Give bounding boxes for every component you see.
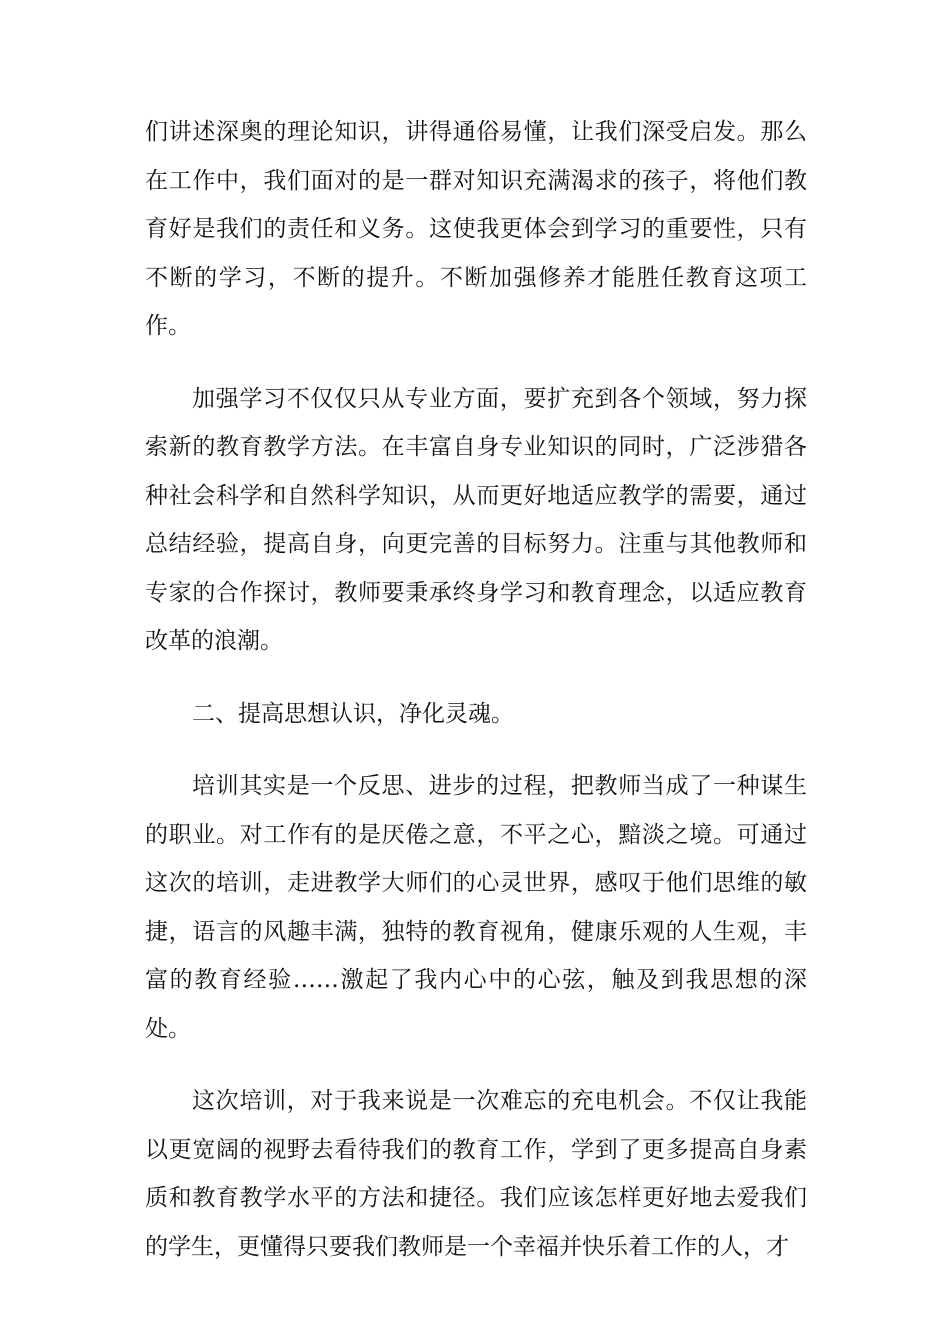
document-page — [145, 108, 807, 1295]
paragraph-learning: 加强学习不仅仅只从专业方面，要扩充到各个领域，努力探索新的教育教学方法。在丰富自身专业知识的同时，广泛涉猎各种社会科学和自然科学知识，从而更好地适应教学的需要，通过总结经验，提高自身，向更完善的目标努力。注重与其他教师和专家的合作探讨，教师要秉承终身学习和教育理念，以适应教育改革的浪潮。 — [145, 385, 807, 654]
paragraph-training: 这次培训，对于我来说是一次难忘的充电机会。不仅让我能以更宽阔的视野去看待我们的教育工作，学到了更多提高自身素质和教育教学水平的方法和捷径。我们应该怎样更好地去爱我们的学生，更懂得只要我们教师是一个幸福并快乐着工作的人，才 — [145, 1088, 807, 1260]
paragraph-continuation: 们讲述深奥的理论知识，讲得通俗易懂，让我们深受启发。那么在工作中，我们面对的是一群对知识充满渴求的孩子，将他们教育好是我们的责任和义务。这使我更体会到学习的重要性，只有不断的学习，不断的提升。不断加强修养才能胜任教育这项工作。 — [145, 119, 807, 339]
paragraph-reflection: 培训其实是一个反思、进步的过程，把教师当成了一种谋生的职业。对工作有的是厌倦之意，不平之心，黯淡之境。可通过这次的培训，走进教学大师们的心灵世界，感叹于他们思维的敏捷，语言的风趣丰满，独特的教育视角，健康乐观的人生观，丰富的教育经验……激起了我内心中的心弦，触及到我思想的深处。 — [145, 773, 807, 1042]
section-heading: 二、提高思想认识，净化灵魂。 — [192, 700, 514, 727]
